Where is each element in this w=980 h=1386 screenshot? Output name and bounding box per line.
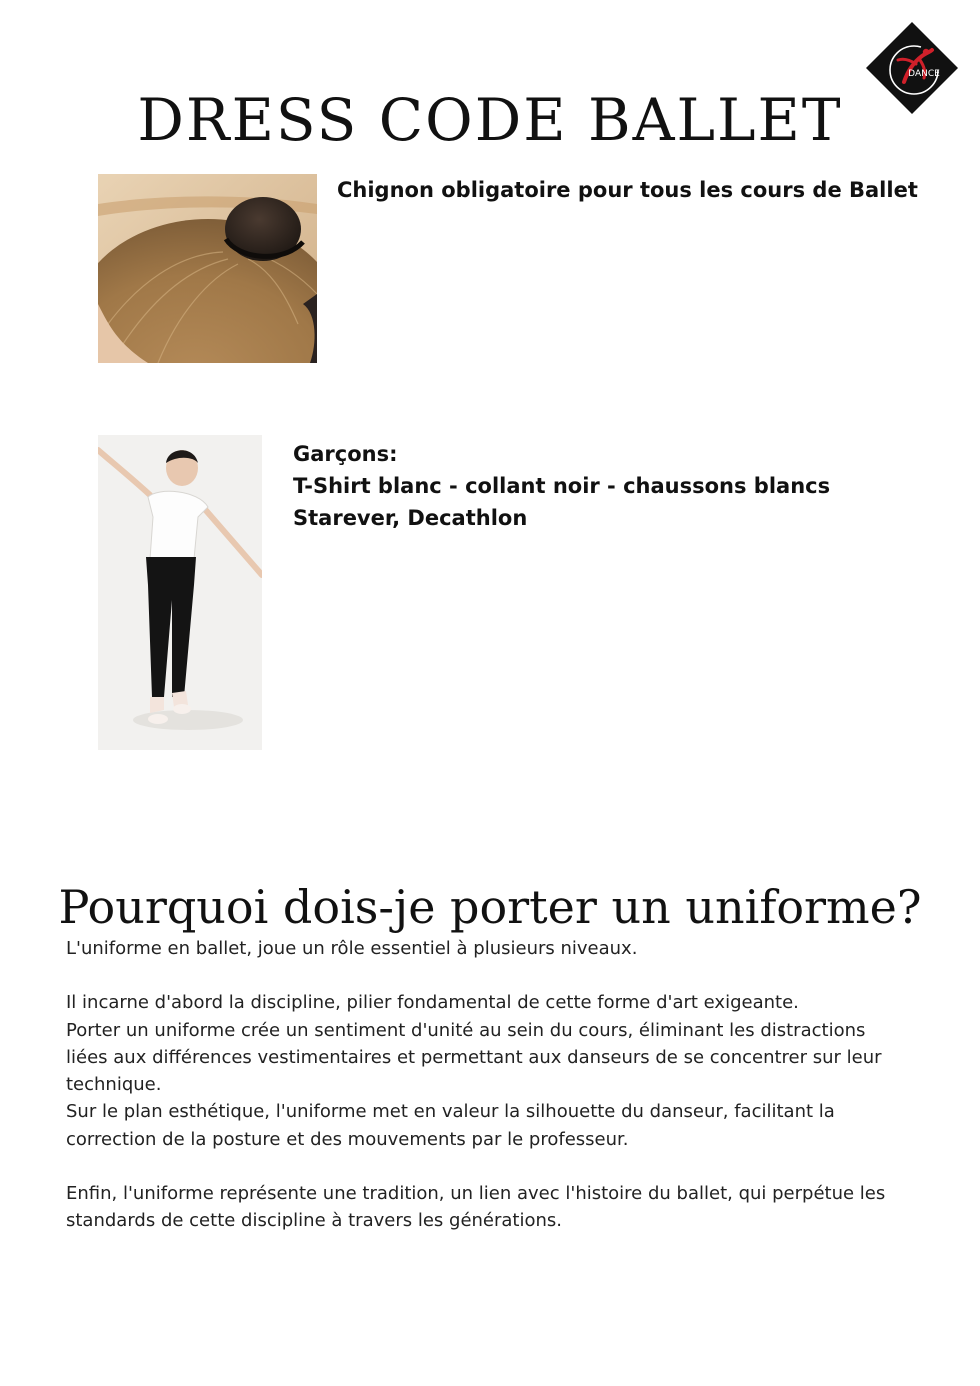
garcons-brands: Starever, Decathlon	[293, 506, 528, 530]
hair-bun-photo	[98, 174, 317, 363]
garcons-outfit: T-Shirt blanc - collant noir - chaussons blancs	[293, 474, 831, 498]
why-paragraph-3: Enfin, l'uniforme représente une tradition, un lien avec l'histoire du ballet, qui perpétue les standards de cette discipline à travers les générations.	[66, 1183, 886, 1232]
boy-dancer-photo	[98, 435, 262, 750]
garcons-heading: Garçons:	[293, 442, 398, 466]
why-paragraph-1: L'uniforme en ballet, joue un rôle essentiel à plusieurs niveaux.	[66, 938, 638, 959]
why-paragraph-2b: Porter un uniforme crée un sentiment d'unité au sein du cours, éliminant les distractions liées aux différences vestimentaires et permettant aux danseurs de se concentrer sur leur technique.	[66, 1019, 882, 1096]
why-paragraph-2a: Il incarne d'abord la discipline, pilier fondamental de cette forme d'art exigeante.	[66, 992, 799, 1014]
why-paragraph-2c: Sur le plan esthétique, l'uniforme met en valeur la silhouette du danseur, facilitant la correction de la posture et des mouvements par le professeur.	[66, 1101, 835, 1150]
why-body	[66, 935, 906, 1235]
garcons-caption	[293, 438, 830, 534]
logo-text: DANCE	[908, 69, 940, 79]
page-title: DRESS CODE BALLET	[137, 85, 843, 154]
chignon-caption: Chignon obligatoire pour tous les cours de Ballet	[337, 178, 918, 202]
why-heading: Pourquoi dois-je porter un uniforme?	[58, 880, 922, 935]
dancer-diamond-logo-icon	[864, 20, 960, 116]
